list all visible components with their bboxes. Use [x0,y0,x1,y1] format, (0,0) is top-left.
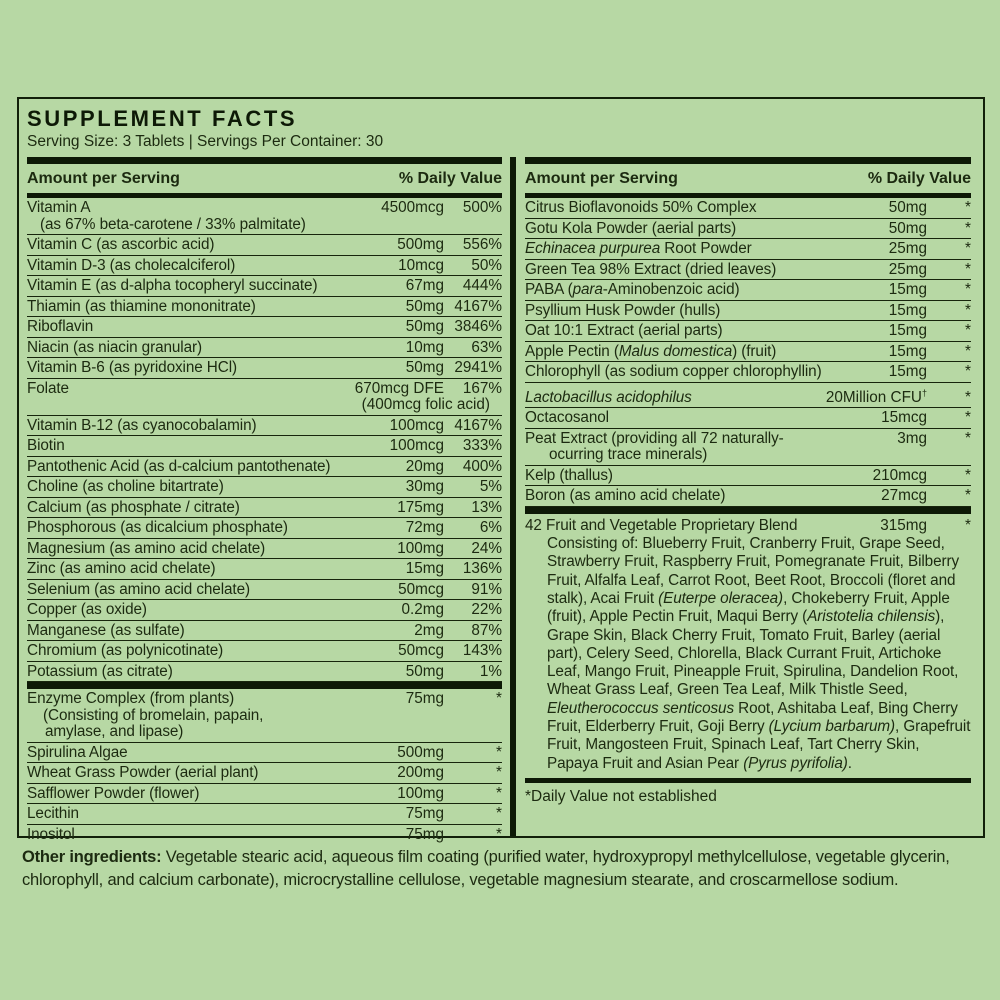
ingredient-amount: 25mg [888,260,927,278]
ingredient-daily-value: * [965,429,971,447]
ingredient-daily-value: * [965,240,971,257]
ingredient-daily-value: * [965,301,971,319]
ingredient-name: Copper (as oxide) [27,601,147,618]
ingredient-amount: 10mg [405,338,444,356]
ingredient-amount: 15mg [888,322,927,339]
ingredient-amount: 50mg [405,662,444,680]
right-rows [525,198,971,514]
ingredient-name: Vitamin E (as d-alpha tocopheryl succinate) [27,277,318,294]
ingredient-daily-value: * [965,516,971,534]
ingredient-daily-value: * [496,805,502,822]
ingredient-amount: 20Million CFU† [825,387,927,406]
ingredient-name: Biotin [27,437,65,454]
ingredient-daily-value: * [965,219,971,237]
supplement-row [27,498,502,519]
supplement-row [27,276,502,297]
supplement-row [27,457,502,478]
ingredient-name: Peat Extract (providing all 72 naturally- [525,429,784,447]
ingredient-amount: 210mcg [872,466,927,484]
ingredient-amount: 200mg [397,764,444,781]
ingredient-daily-value: 4167% [454,416,502,434]
supplement-row [525,280,971,301]
supplement-row [27,580,502,601]
supplement-row [525,198,971,219]
ingredient-daily-value: * [965,388,971,406]
ingredient-subline: amylase, and lipase) [45,723,184,740]
ingredient-amount: 50mg [888,199,927,216]
ingredient-name: Echinacea purpurea Root Powder [525,240,752,257]
ingredient-amount: 315mg [880,516,927,534]
ingredient-amount: 500mg [397,236,444,253]
ingredient-name: Safflower Powder (flower) [27,784,200,802]
ingredient-amount: 15mg [888,342,927,360]
ingredient-amount: 15mg [888,281,927,298]
ingredient-name: Zinc (as amino acid chelate) [27,560,216,577]
supplement-row [27,416,502,437]
ingredient-name: Vitamin B-12 (as cyanocobalamin) [27,416,257,434]
ingredient-daily-value: * [965,363,971,380]
ingredient-daily-value: * [496,764,502,781]
ingredient-daily-value: * [965,466,971,484]
ingredient-name: 42 Fruit and Vegetable Proprietary Blend [525,516,798,534]
ingredient-amount: 2mg [414,621,444,639]
supplement-row [525,408,971,429]
ingredient-daily-value: * [496,743,502,761]
ingredient-amount: 50mcg [398,642,444,659]
supplement-row [27,784,502,805]
panel-title: SUPPLEMENT FACTS [27,106,298,131]
supplement-row [525,383,971,409]
daily-value-header: % Daily Value [398,170,502,187]
other-ingredients-label: Other ingredients: [22,848,162,866]
ingredient-amount: 10mcg [398,256,444,274]
ingredient-amount: 75mg [405,825,444,843]
ingredient-name: Oat 10:1 Extract (aerial parts) [525,322,723,339]
ingredient-daily-value: * [965,281,971,298]
daily-value-header: % Daily Value [867,170,971,187]
ingredient-daily-value: 50% [471,256,502,274]
serving-info: Serving Size: 3 Tablets | Servings Per Container: 30 [27,133,384,150]
ingredient-daily-value: 6% [479,519,502,536]
supplement-row [27,379,502,416]
ingredient-name: Phosphorous (as dicalcium phosphate) [27,519,288,536]
ingredient-daily-value: 333% [462,437,502,454]
other-ingredients [22,846,967,891]
ingredient-daily-value: 444% [462,277,502,294]
supplement-row [525,219,971,240]
ingredient-name: Green Tea 98% Extract (dried leaves) [525,260,777,278]
ingredient-amount: 100mg [397,784,444,802]
ingredient-daily-value: * [965,322,971,339]
ingredient-amount: 100mg [397,539,444,557]
ingredient-amount: 50mg [888,219,927,237]
supplement-row [27,235,502,256]
ingredient-daily-value: * [496,825,502,843]
ingredient-amount: 0.2mg [401,601,444,618]
ingredient-name: Enzyme Complex (from plants) [27,690,235,707]
supplement-row [27,317,502,338]
ingredient-name: Selenium (as amino acid chelate) [27,580,250,598]
supplement-row [27,358,502,379]
ingredient-daily-value: 1% [479,662,502,680]
ingredient-name: Psyllium Husk Powder (hulls) [525,301,721,319]
ingredient-amount: 67mg [405,277,444,294]
ingredient-amount: 20mg [405,457,444,475]
ingredient-name: Chlorophyll (as sodium copper chlorophyllin) [525,363,822,380]
ingredient-amount: 15mg [888,301,927,319]
supplement-row [525,429,971,466]
amount-per-serving-header: Amount per Serving [525,170,678,187]
ingredient-amount: 670mcg DFE [354,379,444,397]
ingredient-name: Vitamin D-3 (as cholecalciferol) [27,256,236,274]
ingredient-daily-value: * [496,784,502,802]
column-header [525,164,971,193]
ingredient-name: Potassium (as citrate) [27,662,173,680]
amount-per-serving-header: Amount per Serving [27,170,180,187]
blend-description: Consisting of: Blueberry Fruit, Cranberry Fruit, Grape Seed, Strawberry Fruit, Raspberry Fruit, Pomegranate Fruit, Bilberry Fruit, Alfalfa Leaf, Carrot Root, Beet Root, Broccoli (floret and stalk), Acai Fruit (Euterpe oleracea), Chokeberry Fruit, Apple (fruit), Apple Pectin Fruit, Maqui Berry (Aristotelia chilensis), Grape Skin, Black Cherry Fruit, Tomato Fruit, Barley (aerial part), Celery Seed, Chlorella, Black Currant Fruit, Artichoke Leaf, Mango Fruit, Pineapple Fruit, Spirulina, Dandelion Root, Wheat Grass Leaf, Green Tea Leaf, Milk Thistle Seed, Eleutherococcus senticosus Root, Ashitaba Leaf, Bing Cherry Fruit, Elderberry Fruit, Goji Berry (Lycium barbarum), Grapefruit Fruit, Mangosteen Fruit, Spinach Leaf, Tart Cherry Skin, Papaya Fruit and Asian Pear (Pyrus pyrifolia). [547,535,971,772]
ingredient-name: Kelp (thallus) [525,466,613,484]
ingredient-name: Chromium (as polynicotinate) [27,642,224,659]
ingredient-name: Magnesium (as amino acid chelate) [27,539,266,557]
ingredient-amount: 100mcg [389,437,444,454]
ingredient-name: Vitamin A [27,199,91,216]
ingredient-daily-value: * [496,690,502,707]
ingredient-daily-value: 3846% [454,318,502,335]
supplement-row [27,621,502,642]
ingredient-subline: (Consisting of bromelain, papain, [43,706,264,724]
supplement-row [525,239,971,260]
ingredient-amount: 25mg [888,240,927,257]
ingredient-name: Vitamin B-6 (as pyridoxine HCl) [27,359,237,376]
ingredient-amount: 30mg [405,478,444,495]
ingredient-subline: (as 67% beta-carotene / 33% palmitate) [40,215,306,233]
ingredient-daily-value: 13% [471,498,502,516]
ingredient-name: PABA (para-Aminobenzoic acid) [525,281,740,298]
ingredient-amount: 500mg [397,743,444,761]
supplement-row [27,518,502,539]
left-rows [27,198,502,844]
ingredient-name: Octacosanol [525,409,609,427]
ingredient-name: Inositol [27,825,75,843]
supplement-row [27,539,502,560]
ingredient-name: Wheat Grass Powder (aerial plant) [27,764,259,781]
ingredient-daily-value: 136% [462,560,502,577]
facts-columns [27,157,971,844]
left-ingredients-column [27,157,502,844]
supplement-row [27,763,502,784]
ingredient-name: Thiamin (as thiamine mononitrate) [27,297,256,315]
ingredient-amount: 50mcg [398,580,444,598]
ingredient-daily-value: 87% [471,621,502,639]
supplement-row [525,301,971,322]
supplement-row [27,477,502,498]
ingredient-name: Calcium (as phosphate / citrate) [27,498,240,516]
ingredient-amount: 75mg [405,690,444,707]
ingredient-name: Choline (as choline bitartrate) [27,478,224,495]
ingredient-name: Gotu Kola Powder (aerial parts) [525,219,737,237]
supplement-row [27,662,502,683]
ingredient-daily-value: 91% [471,580,502,598]
ingredient-amount: 4500mcg [381,199,444,216]
ingredient-daily-value: 63% [471,338,502,356]
supplement-row [27,297,502,318]
ingredient-daily-value: 2941% [454,359,502,376]
divider-bar [525,157,971,164]
supplement-row [27,256,502,277]
ingredient-amount-subline: (400mcg folic acid) [361,396,490,413]
ingredient-daily-value: * [965,409,971,427]
ingredient-daily-value: 500% [462,199,502,216]
ingredient-amount: 27mcg [881,487,927,505]
ingredient-amount: 50mg [405,318,444,335]
ingredient-name: Citrus Bioflavonoids 50% Complex [525,199,757,216]
supplement-row [27,689,502,743]
supplement-row [525,260,971,281]
ingredient-amount: 72mg [405,519,444,536]
ingredient-daily-value: 556% [462,236,502,253]
supplement-row [27,338,502,359]
proprietary-blend-row [525,514,971,536]
ingredient-amount: 100mcg [389,416,444,434]
supplement-facts-panel [17,97,985,843]
ingredient-daily-value: 4167% [454,297,502,315]
ingredient-amount: 50mg [405,297,444,315]
supplement-row [27,743,502,764]
ingredient-daily-value: 400% [462,457,502,475]
right-ingredients-column [525,157,971,844]
supplement-row [525,342,971,363]
supplement-row [525,466,971,487]
ingredient-name: Lecithin [27,805,79,822]
ingredient-daily-value: * [965,199,971,216]
ingredient-daily-value: 5% [479,478,502,495]
ingredient-daily-value: 143% [462,642,502,659]
ingredient-daily-value: 24% [471,539,502,557]
ingredient-name: Folate [27,379,69,397]
ingredient-amount: 15mg [888,363,927,380]
ingredient-subline: ocurring trace minerals) [549,446,708,464]
ingredient-name: Vitamin C (as ascorbic acid) [27,236,215,253]
divider-bar [27,157,502,164]
ingredient-amount: 3mg [897,429,927,447]
ingredient-daily-value: * [965,260,971,278]
supplement-row [525,321,971,342]
ingredient-name: Spirulina Algae [27,743,128,761]
supplement-row [27,436,502,457]
ingredient-name: Pantothenic Acid (as d-calcium pantothenate) [27,457,331,475]
supplement-row [27,559,502,580]
ingredient-daily-value: 22% [471,601,502,618]
supplement-row [27,825,502,845]
supplement-row [27,198,502,235]
section-divider-bar [27,682,502,689]
ingredient-amount: 15mg [405,560,444,577]
supplement-row [27,600,502,621]
ingredient-daily-value: * [965,342,971,360]
ingredient-daily-value: * [965,487,971,505]
ingredient-name: Niacin (as niacin granular) [27,338,202,356]
column-divider-bar [510,157,516,836]
supplement-row [525,362,971,383]
section-divider-bar [525,507,971,514]
supplement-row [27,641,502,662]
other-ingredients-text: Vegetable stearic acid, aqueous film coating (purified water, hydroxypropyl methylcellulose, vegetable glycerin, chlorophyll, and calcium carbonate), microcrystalline cellulose, vegetable magnesium stearate, and croscarmellose sodium. [22,848,950,889]
supplement-row [525,486,971,507]
daily-value-footnote: *Daily Value not established [525,787,717,805]
ingredient-amount: 50mg [405,359,444,376]
ingredient-name: Riboflavin [27,318,94,335]
ingredient-name: Apple Pectin (Malus domestica) (fruit) [525,342,777,360]
column-header [27,164,502,193]
ingredient-amount: 75mg [405,805,444,822]
ingredient-name: Manganese (as sulfate) [27,621,185,639]
ingredient-name: Lactobacillus acidophilus [525,388,692,406]
ingredient-name: Boron (as amino acid chelate) [525,487,726,505]
ingredient-amount: 15mcg [881,409,927,427]
proprietary-blend-section [525,514,971,778]
supplement-row [27,804,502,825]
ingredient-amount: 175mg [397,498,444,516]
ingredient-daily-value: 167% [462,379,502,397]
